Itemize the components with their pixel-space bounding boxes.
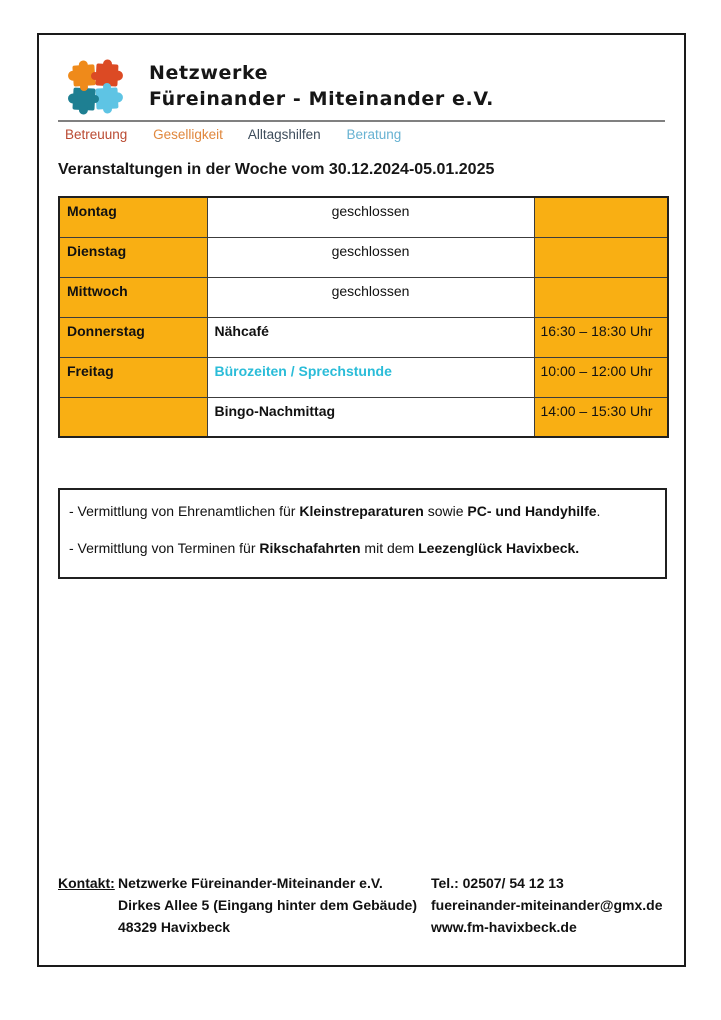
contact-block [58, 872, 665, 938]
info-line-1 [69, 501, 653, 521]
time-cell: 10:00 – 12:00 Uhr [534, 357, 668, 397]
info-text: . [596, 503, 601, 519]
table-row [59, 397, 668, 437]
contact-email: fuereinander-miteinander@gmx.de [431, 897, 663, 913]
contact-details [431, 872, 665, 938]
day-cell: Montag [59, 197, 207, 237]
time-cell [534, 237, 668, 277]
contact-org-name: Netzwerke Füreinander-Miteinander e.V. [118, 875, 383, 891]
info-text: mit dem [360, 540, 419, 556]
contact-address [118, 872, 431, 938]
category-betreuung: Betreuung [65, 127, 128, 142]
brand-title [149, 59, 494, 112]
event-cell: Bingo-Nachmittag [207, 397, 534, 437]
info-line-2 [69, 538, 653, 558]
info-text-bold: PC- und Handyhilfe [467, 503, 597, 519]
info-text: sowie [423, 503, 468, 519]
day-cell: Dienstag [59, 237, 207, 277]
day-cell: Mittwoch [59, 277, 207, 317]
weekly-schedule-table [58, 196, 669, 438]
table-row [59, 237, 668, 277]
letterhead [58, 59, 665, 117]
week-heading: Veranstaltungen in der Woche vom 30.12.2024-05.01.2025 [58, 161, 495, 178]
time-cell [534, 197, 668, 237]
contact-city: 48329 Havixbeck [118, 919, 231, 935]
contact-phone: Tel.: 02507/ 54 12 13 [431, 875, 564, 891]
event-cell: geschlossen [207, 277, 534, 317]
time-cell [534, 277, 668, 317]
contact-street: Dirkes Allee 5 (Eingang hinter dem Gebäude) [118, 897, 417, 913]
puzzle-logo-icon [65, 59, 127, 117]
category-beratung: Beratung [346, 127, 402, 142]
service-categories [65, 127, 665, 142]
time-cell: 16:30 – 18:30 Uhr [534, 317, 668, 357]
category-alltagshilfen: Alltagshilfen [247, 127, 321, 142]
day-cell: Donnerstag [59, 317, 207, 357]
header-divider [58, 120, 665, 122]
info-text-bold: Rikschafahrten [259, 540, 361, 556]
event-cell: Nähcafé [207, 317, 534, 357]
category-geselligkeit: Geselligkeit [153, 127, 223, 142]
time-cell: 14:00 – 15:30 Uhr [534, 397, 668, 437]
table-row [59, 197, 668, 237]
info-text-bold: Leezenglück Havixbeck. [418, 540, 580, 556]
day-cell [59, 397, 207, 437]
event-cell: geschlossen [207, 197, 534, 237]
table-row [59, 317, 668, 357]
event-cell: Bürozeiten / Sprechstunde [207, 357, 534, 397]
table-row [59, 357, 668, 397]
contact-label: Kontakt: [58, 875, 115, 891]
document-page [37, 33, 686, 967]
info-text: - Vermittlung von Ehrenamtlichen für [69, 503, 300, 519]
contact-website: www.fm-havixbeck.de [431, 919, 577, 935]
event-cell: geschlossen [207, 237, 534, 277]
table-row [59, 277, 668, 317]
brand-name-line2: Füreinander - Miteinander e.V. [149, 88, 494, 110]
info-text: - Vermittlung von Terminen für [69, 540, 260, 556]
services-info-box [58, 488, 667, 579]
day-cell: Freitag [59, 357, 207, 397]
info-text-bold: Kleinstreparaturen [299, 503, 424, 519]
brand-name-line1: Netzwerke [149, 62, 269, 84]
